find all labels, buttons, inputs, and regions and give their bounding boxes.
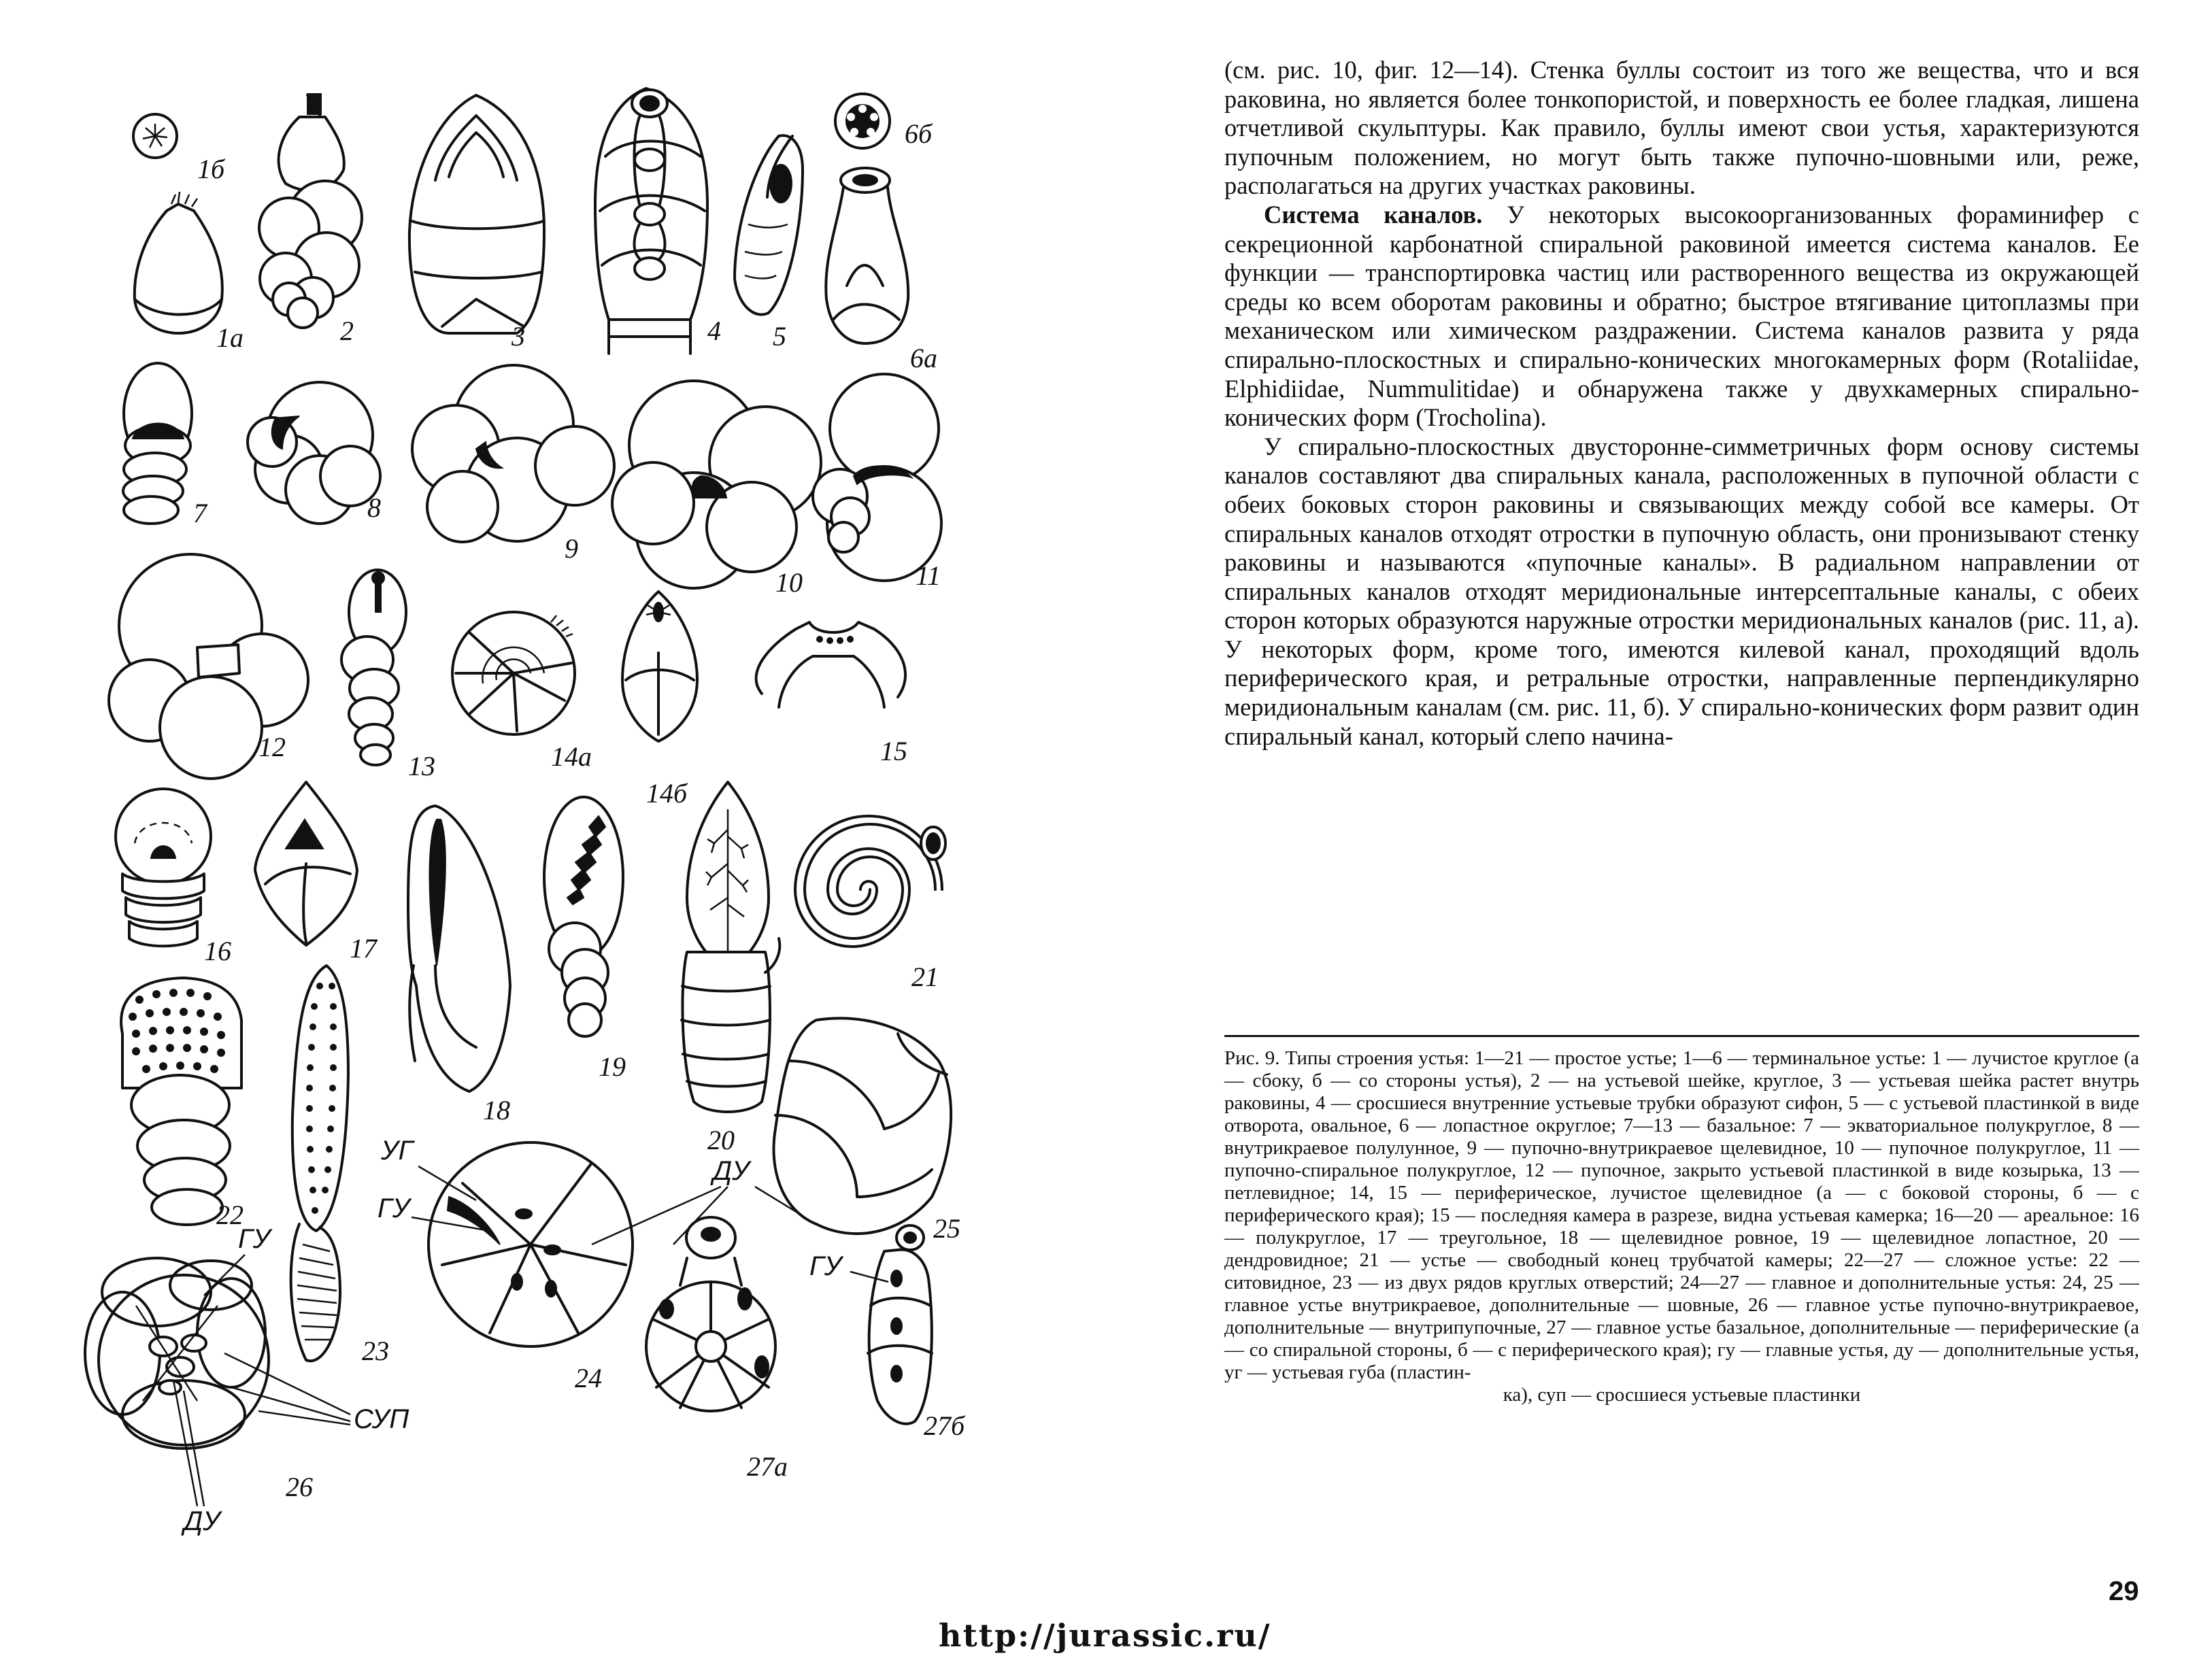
label-14a: 14а [551, 741, 592, 772]
label-26: 26 [286, 1472, 313, 1502]
label-1a: 1а [216, 322, 244, 353]
specimen-14b [622, 592, 697, 741]
label-13: 13 [408, 751, 435, 781]
specimen-9 [412, 365, 614, 542]
specimen-6b [835, 94, 890, 148]
label-11: 11 [916, 560, 941, 591]
label-24: 24 [575, 1363, 602, 1393]
text-page [1224, 0, 2177, 1679]
specimen-24 [429, 1142, 633, 1346]
label-7: 7 [193, 498, 207, 528]
specimen-17 [255, 782, 357, 945]
label-14b: 14б [646, 778, 688, 809]
source-url-watermark: http://jurassic.ru/ [939, 1617, 1271, 1654]
label-22: 22 [216, 1200, 244, 1230]
specimen-14a [452, 612, 575, 734]
leader-sup [224, 1353, 350, 1425]
specimen-4 [595, 88, 707, 354]
specimen-8 [248, 382, 380, 524]
specimen-5 [735, 135, 803, 314]
specimen-21 [795, 816, 945, 947]
specimen-25 [774, 1019, 952, 1234]
label-8: 8 [367, 492, 381, 523]
label-6a: 6а [910, 343, 937, 373]
label-15: 15 [880, 736, 907, 766]
paragraph-2 [1224, 201, 2139, 433]
label-27b: 27б [924, 1410, 965, 1441]
paragraph-1: (см. рис. 10, фиг. 12—14). Стенка буллы состоит из того же вещества, что и вся раковина, но является более тонкопористой, и поверхность ее более гладкая, лишена отчетливой скульптуры. Как правило, буллы имеют свои устья, характеризуются пупочным положением, но могут быть также пупочно-шовными или, реже, располагаться на других участках раковины. [1224, 56, 2139, 200]
paragraph-3: У спирально-плоскостных двусторонне-симметричных форм основу системы каналов составляют два спиральных канала, расположенных в пупочной области с обеих боковых сторон раковины и связывающих между собой все камеры. От спиральных каналов отходят отростки в пупочную область, они пронизывают стенку раковины и называются «пупочные каналы». В радиальном направлении от спиральных каналов отходят меридиональные интерсептальные каналы, с обеих сторон которых образуются наружные отростки меридиональных каналов (рис. 11, а). У некоторых форм, кроме того, имеются килевой канал, проходящий вдоль периферического края, и ретральные отростки, направленные перпендикулярно меридиональным каналам (см. рис. 11, б). У спирально-конических форм развит один спиральный канал, который слепо начина- [1224, 432, 2139, 750]
label-25: 25 [933, 1213, 960, 1244]
label-10: 10 [775, 567, 803, 598]
paragraph-2-body: У некоторых высокоорганизованных фораминифер с секреционной карбонатной спиральной раковиной имеется система каналов. Ее функции — транспортировка частиц или растворенного вещества из окружающей среды ко всем оборотам раковины и обратно; быстрое втягивание цитоплазмы при механическом или химическом раздражении. Система каналов развита у ряда спирально-плоскостных и спирально-конических многокамерных форм (Rotaliidae, Elphidiidae, Nummulitidae) и обнаружена также у двухкамерных спирально-конических форм (Trocholina). [1224, 200, 2139, 432]
section-heading-canals: Система каналов. [1264, 200, 1483, 228]
specimen-3 [409, 95, 544, 333]
caption-last-line: ка), суп — сросшиеся устьевые пластинки [1503, 1384, 1861, 1406]
specimen-27a [646, 1217, 775, 1411]
page-number: 29 [2109, 1576, 2139, 1606]
label-3: 3 [512, 321, 525, 352]
specimen-16 [116, 789, 211, 946]
label-27a: 27а [747, 1451, 788, 1482]
specimen-26 [85, 1258, 269, 1448]
specimen-27b [868, 1225, 932, 1424]
label-16: 16 [204, 936, 231, 966]
aperture-rows [306, 983, 337, 1214]
body-text [1224, 56, 2139, 751]
figure-caption [1224, 1047, 2139, 1406]
specimen-18 [408, 806, 510, 1091]
specimen-7 [123, 363, 192, 524]
label-21: 21 [911, 962, 939, 992]
label-2: 2 [340, 316, 354, 346]
label-18: 18 [483, 1095, 510, 1125]
specimen-23 [291, 966, 348, 1361]
specimen-19 [544, 797, 623, 1036]
label-du-24-25: ДУ [713, 1156, 750, 1186]
label-sup: СУП [354, 1404, 409, 1434]
label-du-26: ДУ [184, 1506, 220, 1536]
caption-text: Рис. 9. Типы строения устья: 1—21 — простое устье; 1—6 — терминальное устье: 1 — лучистое круглое (а — сбоку, б — со стороны устья), 2 — на устьевой шейке, круглое, 3 — устьевая шейка растет внутрь раковины, 4 — сросшиеся внутренние устьевые трубки образуют сифон, 5 — с устьевой пластинкой в виде отворота, овальное, 6 — лопастное округлое; 7—13 — базальное: 7 — экваториальное полукруглое, 8 — внутрикраевое полулунное, 9 — пупочно-внутрикраевое щелевидное, 10 — пупочное полукруглое, 11 — пупочно-спиральное полукруглое, 12 — пупочное, закрыто устьевой пластинкой в виде козырька, 13 — петлевидное; 14, 15 — периферическое, лучистое щелевидное (а — с боковой стороны, б — с периферического края); 15 — последняя камера в разрезе, видна устьевая камерка; 16—20 — ареальное: 16 — полукруглое, 17 — треугольное, 18 — щелевидное ровное, 19 — щелевидное лопастное, 20 — дендровидное; 21 — устье — свободный конец трубчатой камеры; 22—27 — сложное устье: 22 — ситовидное, 23 — из двух рядов круглых отверстий; 24—27 — главное и дополнительные устья: 24, 25 — главное устье внутрикраевое, дополнительные — шовные, 26 — главное устье пупочно-внутрикраевое, дополнительные — внутрипупочные, 27 — главное устье базальное, дополнительные — периферические (а — со спиральной стороны, б — с периферического края); гу — главные устья, ду — дополнительные устья, уг — устьевая губа (пластин- [1224, 1047, 2139, 1383]
label-20: 20 [707, 1125, 735, 1155]
label-17: 17 [350, 933, 377, 964]
label-ug: УГ [381, 1136, 414, 1166]
label-19: 19 [599, 1051, 626, 1082]
specimen-11 [813, 374, 941, 581]
specimen-10 [612, 381, 821, 588]
label-4: 4 [707, 316, 721, 346]
label-12: 12 [258, 732, 286, 762]
label-1b: 1б [197, 154, 225, 184]
specimen-13 [341, 570, 406, 765]
label-5: 5 [773, 321, 786, 352]
label-23: 23 [362, 1336, 389, 1366]
label-gu-27: ГУ [809, 1251, 842, 1281]
specimen-1b [133, 114, 177, 158]
label-6b: 6б [905, 118, 933, 149]
label-gu-24: ГУ [378, 1193, 410, 1223]
specimen-6a [826, 168, 908, 343]
specimen-15 [756, 622, 905, 707]
specimen-22 [121, 978, 241, 1225]
specimen-20 [682, 782, 780, 1112]
caption-divider [1224, 1035, 2139, 1037]
specimen-2 [259, 94, 362, 328]
specimen-1a [135, 192, 222, 333]
label-9: 9 [565, 533, 578, 564]
label-gu-26: ГУ [238, 1224, 271, 1254]
